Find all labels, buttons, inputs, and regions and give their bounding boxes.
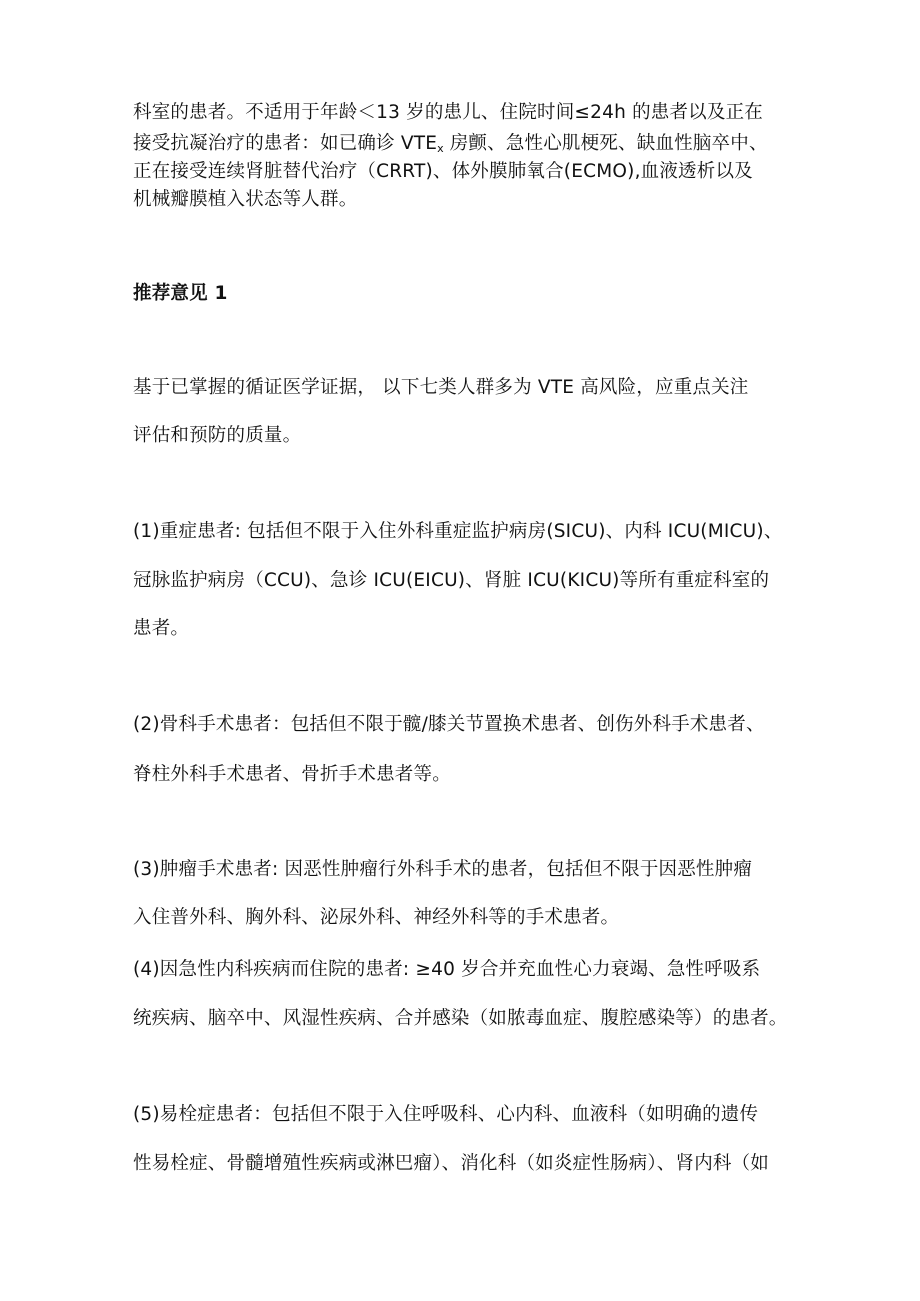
text-span: 房颤、急性心肌梗死、缺血性脑卒中、 — [443, 133, 768, 154]
text-line: (1)重症患者: 包括但不限于入住外科重症监护病房(SICU)、内科 ICU(MICU)、 — [133, 521, 783, 542]
text-line: (4)因急性内科疾病而住院的患者: ≥40 岁合并充血性心力衰竭、急性呼吸系 — [133, 959, 761, 980]
section-heading: 推荐意见 1 — [133, 283, 228, 304]
text-line: (2)骨科手术患者：包括但不限于髋/膝关节置换术患者、创伤外科手术患者、 — [133, 714, 765, 735]
text-line: 冠脉监护病房（CCU)、急诊 ICU(EICU)、肾脏 ICU(KICU)等所有重症科室的 — [133, 570, 770, 591]
text-line: 统疾病、脑卒中、风湿性疾病、合并感染（如脓毒血症、腹腔感染等）的患者。 — [133, 1008, 788, 1029]
text-line — [133, 135, 768, 154]
text-line: 入住普外科、胸外科、泌尿外科、神经外科等的手术患者。 — [133, 907, 620, 928]
text-line: 基于已掌握的循证医学证据， 以下七类人群多为 VTE 高风险，应重点关注 — [133, 377, 749, 398]
subscript-text: x — [437, 142, 444, 155]
text-line: 正在接受连续肾脏替代治疗（CRRT)、体外膜肺氧合(ECMO),血液透析以及 — [133, 161, 753, 182]
text-line: 脊柱外科手术患者、骨折手术患者等。 — [133, 764, 451, 785]
text-line: 机械瓣膜植入状态等人群。 — [133, 189, 358, 210]
text-line: (5)易栓症患者：包括但不限于入住呼吸科、心内科、血液科（如明确的遗传 — [133, 1104, 759, 1125]
text-line: 患者。 — [133, 618, 190, 639]
text-line: 性易栓症、骨髓增殖性疾病或淋巴瘤）、消化科（如炎症性肠病）、肾内科（如 — [133, 1153, 770, 1174]
text-line: (3)肿瘤手术患者: 因恶性肿瘤行外科手术的患者，包括但不限于因恶性肿瘤 — [133, 859, 753, 880]
text-line: 评估和预防的质量。 — [133, 425, 302, 446]
text-span: 接受抗凝治疗的患者：如已确诊 VTE — [133, 133, 438, 154]
text-line: 科室的患者。不适用于年龄＜13 岁的患儿、住院时间≤24h 的患者以及正在 — [133, 102, 763, 123]
